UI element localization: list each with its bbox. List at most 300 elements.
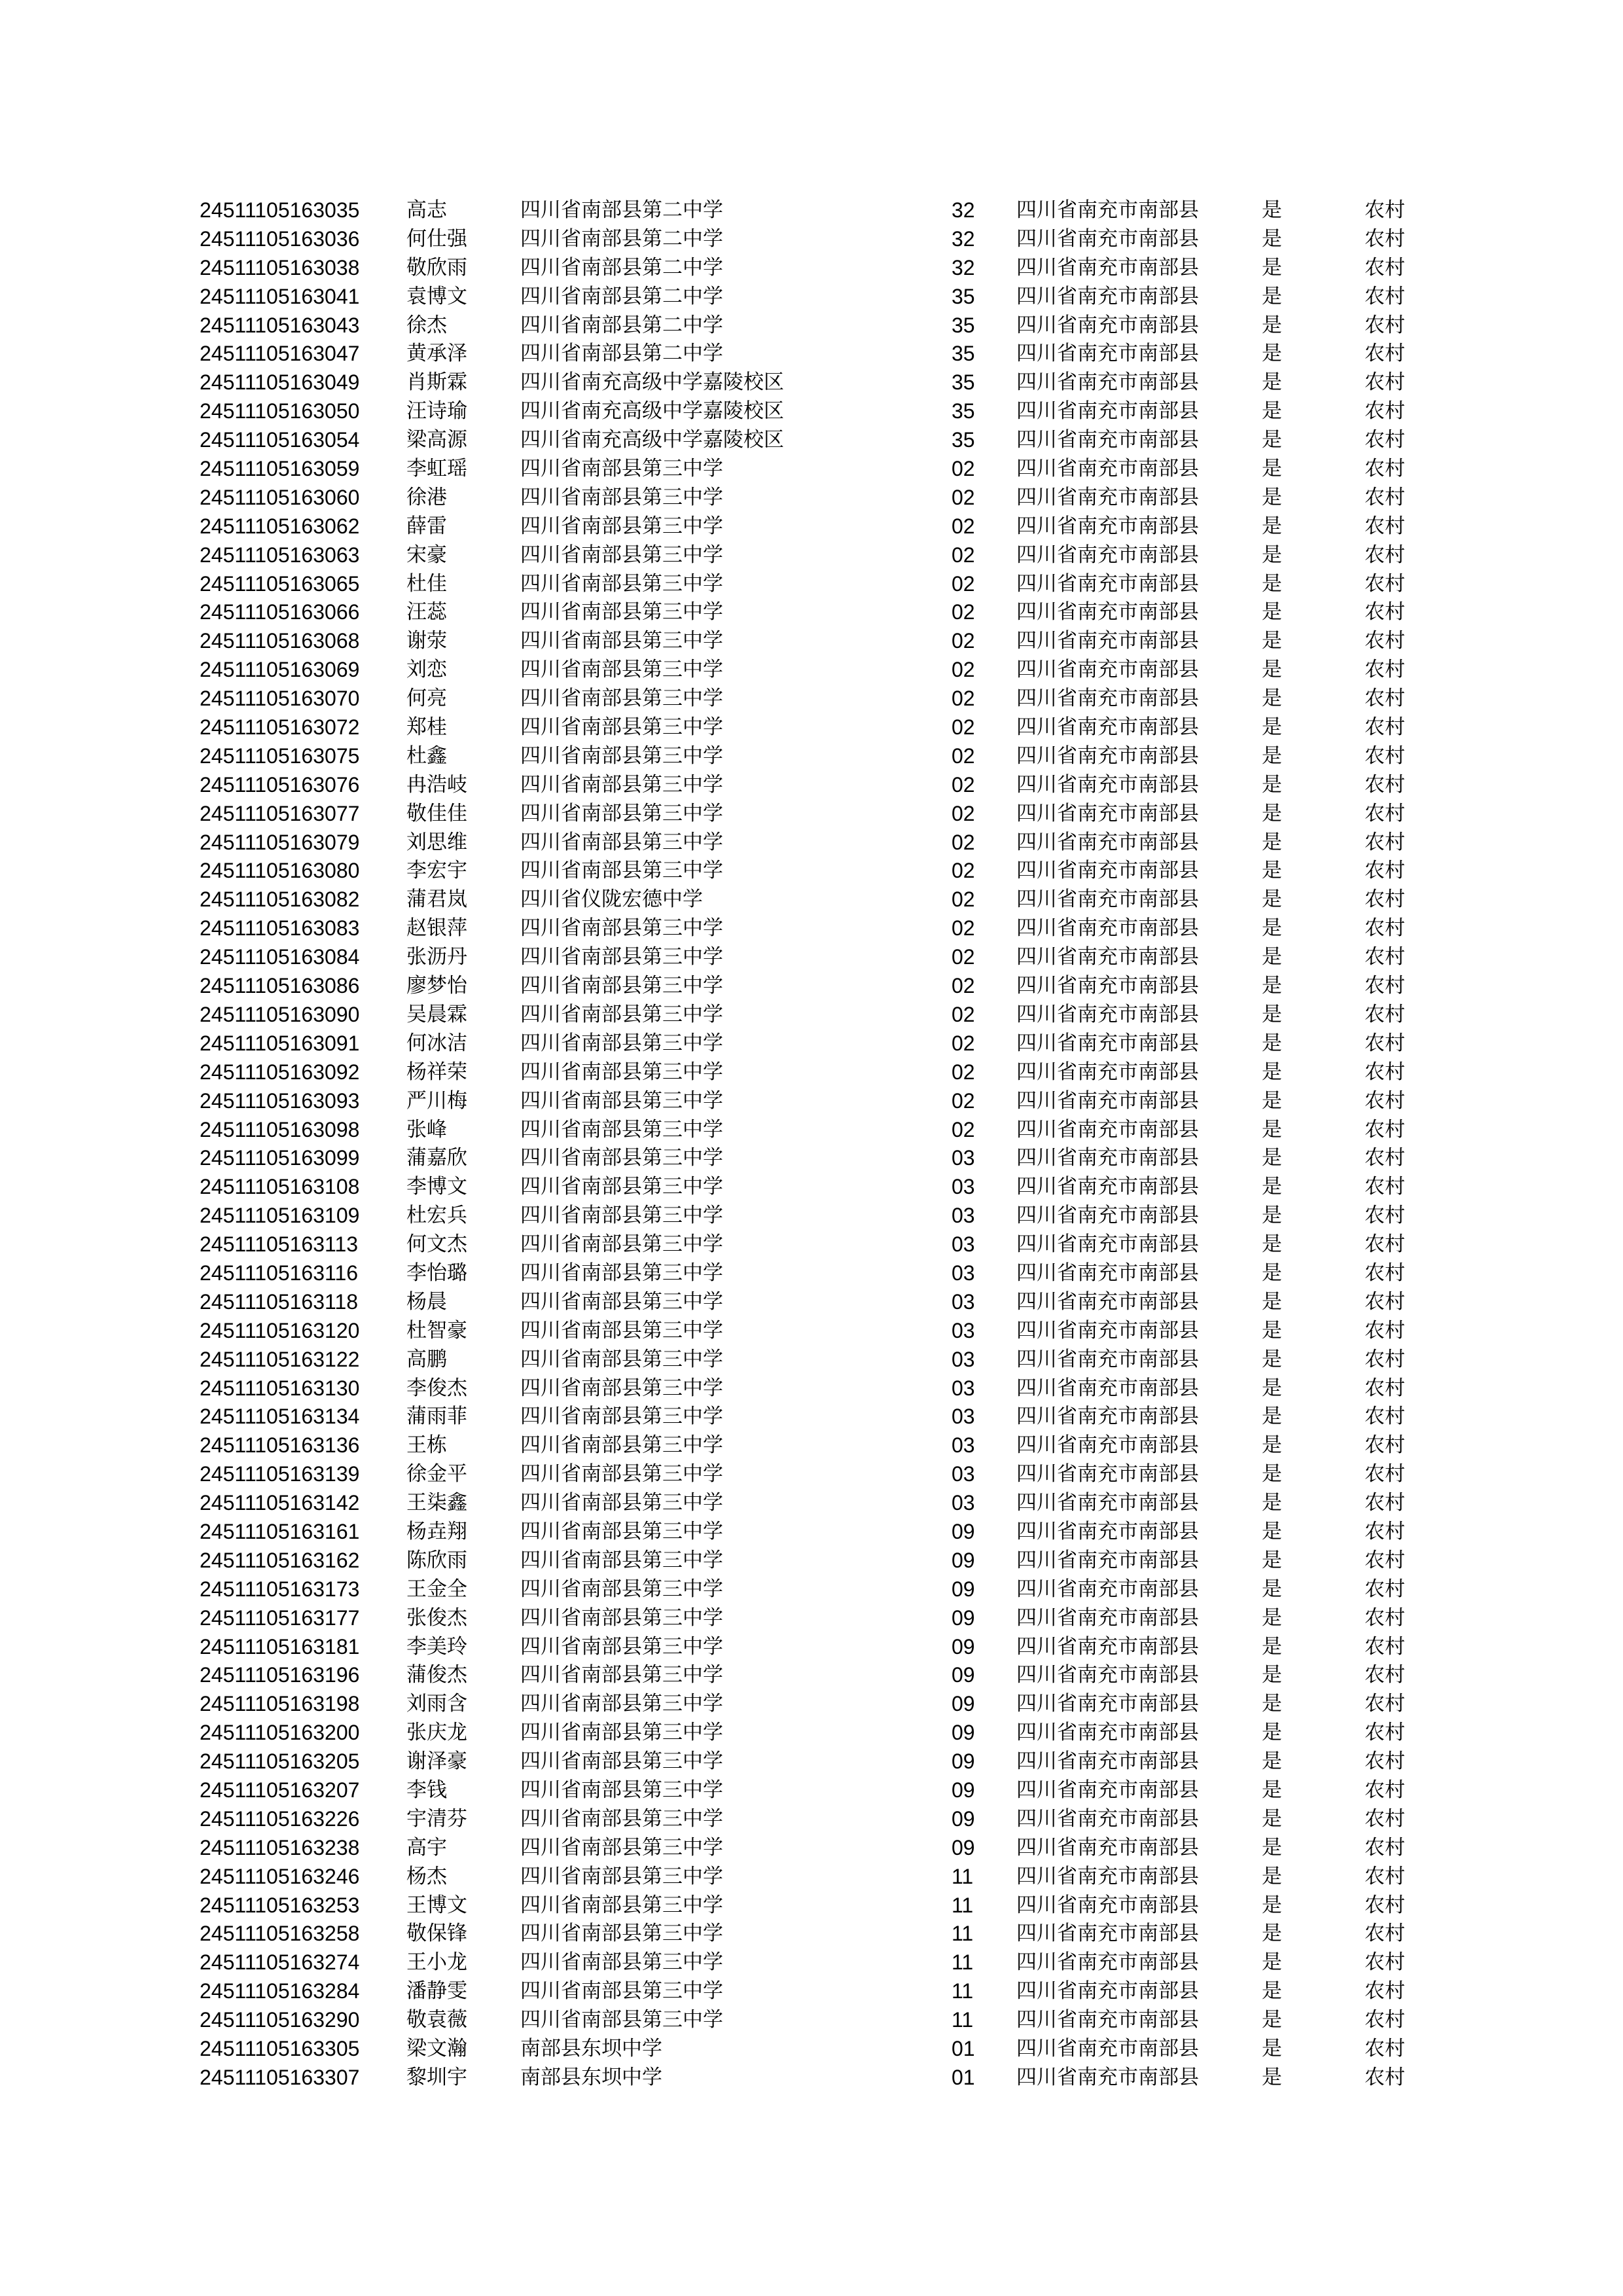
school-cell: 四川省南部县第三中学 (520, 514, 723, 538)
school-cell: 四川省南部县第三中学 (520, 1778, 723, 1802)
area-type-cell: 农村 (1364, 1519, 1405, 1543)
eligibility-cell: 是 (1262, 600, 1282, 624)
eligibility-cell: 是 (1262, 1663, 1282, 1687)
school-cell: 四川省南部县第三中学 (520, 600, 723, 624)
area-type-cell: 农村 (1364, 1088, 1405, 1113)
table-row (0, 1489, 1623, 1518)
table-row (0, 455, 1623, 484)
student-id-cell: 24511105163059 (200, 457, 360, 481)
hometown-cell: 四川省南充市南部县 (1016, 428, 1199, 452)
table-row (0, 886, 1623, 914)
class-code-cell: 03 (952, 1204, 975, 1228)
school-cell: 四川省南部县第三中学 (520, 1922, 723, 1946)
area-type-cell: 农村 (1364, 1806, 1405, 1831)
eligibility-cell: 是 (1262, 2065, 1282, 2089)
eligibility-cell: 是 (1262, 2008, 1282, 2032)
student-name-cell: 冉浩岐 (406, 772, 467, 797)
class-code-cell: 03 (952, 1491, 975, 1515)
eligibility-cell: 是 (1262, 974, 1282, 998)
student-id-cell: 24511105163173 (200, 1577, 360, 1601)
eligibility-cell: 是 (1262, 1950, 1282, 1975)
student-id-cell: 24511105163065 (200, 571, 360, 596)
student-name-cell: 王栋 (406, 1433, 447, 1458)
table-row (0, 484, 1623, 512)
school-cell: 四川省南部县第三中学 (520, 1405, 723, 1429)
class-code-cell: 32 (952, 226, 975, 251)
eligibility-cell: 是 (1262, 1721, 1282, 1745)
area-type-cell: 农村 (1364, 1548, 1405, 1572)
student-name-cell: 刘雨含 (406, 1692, 467, 1716)
student-id-cell: 24511105163063 (200, 543, 360, 567)
hometown-cell: 四川省南充市南部县 (1016, 1835, 1199, 1859)
area-type-cell: 农村 (1364, 1002, 1405, 1026)
school-cell: 四川省南部县第三中学 (520, 772, 723, 797)
school-cell: 四川省南部县第三中学 (520, 1749, 723, 1774)
class-code-cell: 03 (952, 1462, 975, 1486)
student-name-cell: 何亮 (406, 687, 447, 711)
area-type-cell: 农村 (1364, 888, 1405, 912)
student-name-cell: 杨祥荣 (406, 1060, 467, 1084)
student-id-cell: 24511105163080 (200, 859, 360, 883)
student-id-cell: 24511105163196 (200, 1663, 360, 1687)
eligibility-cell: 是 (1262, 1002, 1282, 1026)
student-id-cell: 24511105163253 (200, 1893, 360, 1917)
student-id-cell: 24511105163060 (200, 485, 360, 509)
student-name-cell: 梁文瀚 (406, 2037, 467, 2060)
school-cell: 四川省南部县第三中学 (520, 1663, 723, 1687)
eligibility-cell: 是 (1262, 1548, 1282, 1572)
eligibility-cell: 是 (1262, 1979, 1282, 2003)
eligibility-cell: 是 (1262, 1605, 1282, 1630)
table-row (0, 283, 1623, 312)
student-name-cell: 杨垚翔 (406, 1519, 467, 1543)
eligibility-cell: 是 (1262, 1376, 1282, 1400)
hometown-cell: 四川省南充市南部县 (1016, 2037, 1199, 2060)
school-cell: 四川省南部县第三中学 (520, 571, 723, 596)
table-row (0, 1690, 1623, 1719)
student-id-cell: 24511105163258 (200, 1922, 360, 1946)
table-row (0, 656, 1623, 685)
student-name-cell: 刘恋 (406, 658, 447, 682)
hometown-cell: 四川省南充市南部县 (1016, 1347, 1199, 1371)
class-code-cell: 03 (952, 1376, 975, 1400)
student-id-cell: 24511105163092 (200, 1060, 360, 1084)
hometown-cell: 四川省南充市南部县 (1016, 945, 1199, 969)
eligibility-cell: 是 (1262, 1433, 1282, 1458)
student-id-cell: 24511105163043 (200, 313, 360, 337)
area-type-cell: 农村 (1364, 1405, 1405, 1429)
area-type-cell: 农村 (1364, 226, 1405, 251)
student-name-cell: 李美玲 (406, 1634, 467, 1659)
hometown-cell: 四川省南充市南部县 (1016, 2065, 1199, 2089)
hometown-cell: 四川省南充市南部县 (1016, 1663, 1199, 1687)
school-cell: 四川省南部县第三中学 (520, 715, 723, 740)
school-cell: 四川省南部县第三中学 (520, 629, 723, 653)
table-row (0, 1116, 1623, 1145)
eligibility-cell: 是 (1262, 370, 1282, 395)
hometown-cell: 四川省南充市南部县 (1016, 543, 1199, 567)
student-id-cell: 24511105163050 (200, 399, 360, 423)
class-code-cell: 02 (952, 457, 975, 481)
hometown-cell: 四川省南充市南部县 (1016, 1491, 1199, 1515)
eligibility-cell: 是 (1262, 1060, 1282, 1084)
hometown-cell: 四川省南充市南部县 (1016, 1721, 1199, 1745)
school-cell: 四川省南部县第三中学 (520, 1002, 723, 1026)
hometown-cell: 四川省南充市南部县 (1016, 1060, 1199, 1084)
table-row (0, 1230, 1623, 1259)
school-cell: 四川省南部县第三中学 (520, 1175, 723, 1199)
class-code-cell: 09 (952, 1835, 975, 1859)
hometown-cell: 四川省南充市南部县 (1016, 888, 1199, 912)
school-cell: 四川省南部县第三中学 (520, 1864, 723, 1888)
area-type-cell: 农村 (1364, 2037, 1405, 2060)
area-type-cell: 农村 (1364, 1922, 1405, 1946)
hometown-cell: 四川省南充市南部县 (1016, 1433, 1199, 1458)
table-row (0, 800, 1623, 829)
school-cell: 四川省南部县第三中学 (520, 1491, 723, 1515)
school-cell: 四川省南部县第三中学 (520, 916, 723, 941)
eligibility-cell: 是 (1262, 744, 1282, 768)
student-name-cell: 潘静雯 (406, 1979, 467, 2003)
hometown-cell: 四川省南充市南部县 (1016, 226, 1199, 251)
class-code-cell: 02 (952, 629, 975, 653)
school-cell: 四川省南部县第三中学 (520, 945, 723, 969)
school-cell: 四川省南部县第三中学 (520, 1605, 723, 1630)
school-cell: 四川省南部县第二中学 (520, 342, 723, 366)
student-roster-table (0, 196, 1623, 2092)
hometown-cell: 四川省南充市南部县 (1016, 1318, 1199, 1342)
hometown-cell: 四川省南充市南部县 (1016, 1692, 1199, 1716)
area-type-cell: 农村 (1364, 1577, 1405, 1601)
student-name-cell: 李钱 (406, 1778, 447, 1802)
area-type-cell: 农村 (1364, 1979, 1405, 2003)
student-name-cell: 李俊杰 (406, 1376, 467, 1400)
area-type-cell: 农村 (1364, 859, 1405, 883)
hometown-cell: 四川省南充市南部县 (1016, 801, 1199, 825)
student-name-cell: 汪蕊 (406, 600, 447, 624)
table-row (0, 1518, 1623, 1547)
school-cell: 四川省南部县第三中学 (520, 658, 723, 682)
school-cell: 四川省南部县第三中学 (520, 1634, 723, 1659)
class-code-cell: 11 (952, 1864, 974, 1888)
school-cell: 四川省南部县第三中学 (520, 1950, 723, 1975)
student-name-cell: 廖梦怡 (406, 974, 467, 998)
class-code-cell: 09 (952, 1749, 975, 1774)
hometown-cell: 四川省南充市南部县 (1016, 687, 1199, 711)
student-name-cell: 黄承泽 (406, 342, 467, 366)
student-id-cell: 24511105163307 (200, 2065, 360, 2089)
area-type-cell: 农村 (1364, 2065, 1405, 2089)
hometown-cell: 四川省南充市南部县 (1016, 1778, 1199, 1802)
table-row (0, 1863, 1623, 1892)
student-name-cell: 蒲嘉欣 (406, 1146, 467, 1170)
hometown-cell: 四川省南充市南部县 (1016, 1577, 1199, 1601)
eligibility-cell: 是 (1262, 772, 1282, 797)
student-name-cell: 何冰洁 (406, 1031, 467, 1055)
hometown-cell: 四川省南充市南部县 (1016, 342, 1199, 366)
eligibility-cell: 是 (1262, 543, 1282, 567)
school-cell: 四川省南部县第三中学 (520, 974, 723, 998)
student-id-cell: 24511105163047 (200, 342, 360, 366)
table-row (0, 2064, 1623, 2092)
area-type-cell: 农村 (1364, 543, 1405, 567)
student-id-cell: 24511105163049 (200, 370, 360, 395)
class-code-cell: 02 (952, 744, 975, 768)
student-name-cell: 何仕强 (406, 226, 467, 251)
table-row (0, 1317, 1623, 1346)
eligibility-cell: 是 (1262, 1778, 1282, 1802)
table-row (0, 713, 1623, 742)
table-row (0, 1030, 1623, 1058)
table-row (0, 1661, 1623, 1690)
class-code-cell: 32 (952, 198, 975, 222)
school-cell: 南部县东坝中学 (520, 2065, 662, 2089)
area-type-cell: 农村 (1364, 658, 1405, 682)
student-id-cell: 24511105163284 (200, 1979, 360, 2003)
table-row (0, 1058, 1623, 1087)
school-cell: 四川省南部县第三中学 (520, 1347, 723, 1371)
table-row (0, 2035, 1623, 2064)
school-cell: 四川省南部县第三中学 (520, 1692, 723, 1716)
student-id-cell: 24511105163072 (200, 715, 360, 740)
eligibility-cell: 是 (1262, 687, 1282, 711)
school-cell: 四川省南部县第二中学 (520, 313, 723, 337)
eligibility-cell: 是 (1262, 1835, 1282, 1859)
student-id-cell: 24511105163086 (200, 974, 360, 998)
eligibility-cell: 是 (1262, 485, 1282, 509)
student-id-cell: 24511105163177 (200, 1605, 360, 1630)
school-cell: 四川省南部县第三中学 (520, 1031, 723, 1055)
student-name-cell: 李博文 (406, 1175, 467, 1199)
student-name-cell: 赵银萍 (406, 916, 467, 941)
school-cell: 南部县东坝中学 (520, 2037, 662, 2060)
eligibility-cell: 是 (1262, 1893, 1282, 1917)
class-code-cell: 09 (952, 1634, 975, 1659)
school-cell: 四川省南部县第三中学 (520, 1376, 723, 1400)
student-id-cell: 24511105163205 (200, 1749, 360, 1774)
area-type-cell: 农村 (1364, 255, 1405, 279)
student-name-cell: 肖斯霖 (406, 370, 467, 395)
area-type-cell: 农村 (1364, 916, 1405, 941)
student-name-cell: 张峰 (406, 1117, 447, 1141)
eligibility-cell: 是 (1262, 1261, 1282, 1285)
student-id-cell: 24511105163075 (200, 744, 360, 768)
student-name-cell: 郑桂 (406, 715, 447, 740)
hometown-cell: 四川省南充市南部县 (1016, 1088, 1199, 1113)
student-name-cell: 刘思维 (406, 830, 467, 854)
school-cell: 四川省南部县第二中学 (520, 226, 723, 251)
class-code-cell: 02 (952, 1002, 975, 1026)
school-cell: 四川省南部县第三中学 (520, 859, 723, 883)
student-id-cell: 24511105163090 (200, 1002, 360, 1026)
table-row (0, 1920, 1623, 1948)
student-name-cell: 张沥丹 (406, 945, 467, 969)
area-type-cell: 农村 (1364, 1261, 1405, 1285)
area-type-cell: 农村 (1364, 457, 1405, 481)
student-name-cell: 宇清芬 (406, 1806, 467, 1831)
student-id-cell: 24511105163142 (200, 1491, 360, 1515)
area-type-cell: 农村 (1364, 485, 1405, 509)
class-code-cell: 02 (952, 1031, 975, 1055)
school-cell: 四川省南充高级中学嘉陵校区 (520, 428, 784, 452)
student-id-cell: 24511105163068 (200, 629, 360, 653)
school-cell: 四川省南部县第三中学 (520, 1893, 723, 1917)
eligibility-cell: 是 (1262, 629, 1282, 653)
class-code-cell: 11 (952, 1979, 974, 2003)
area-type-cell: 农村 (1364, 1605, 1405, 1630)
eligibility-cell: 是 (1262, 1232, 1282, 1257)
area-type-cell: 农村 (1364, 772, 1405, 797)
area-type-cell: 农村 (1364, 1462, 1405, 1486)
hometown-cell: 四川省南充市南部县 (1016, 1031, 1199, 1055)
student-id-cell: 24511105163035 (200, 198, 360, 222)
area-type-cell: 农村 (1364, 1778, 1405, 1802)
area-type-cell: 农村 (1364, 428, 1405, 452)
class-code-cell: 09 (952, 1806, 975, 1831)
school-cell: 四川省南部县第三中学 (520, 1232, 723, 1257)
school-cell: 四川省南部县第三中学 (520, 1835, 723, 1859)
table-row (0, 225, 1623, 254)
school-cell: 四川省南部县第三中学 (520, 1318, 723, 1342)
eligibility-cell: 是 (1262, 255, 1282, 279)
table-row (0, 1374, 1623, 1403)
hometown-cell: 四川省南充市南部县 (1016, 830, 1199, 854)
area-type-cell: 农村 (1364, 1950, 1405, 1975)
class-code-cell: 09 (952, 1548, 975, 1572)
class-code-cell: 02 (952, 974, 975, 998)
class-code-cell: 09 (952, 1577, 975, 1601)
student-name-cell: 敬袁薇 (406, 2008, 467, 2032)
student-id-cell: 24511105163093 (200, 1088, 360, 1113)
hometown-cell: 四川省南充市南部县 (1016, 772, 1199, 797)
table-row (0, 685, 1623, 713)
student-id-cell: 24511105163109 (200, 1204, 360, 1228)
student-id-cell: 24511105163134 (200, 1405, 360, 1429)
student-id-cell: 24511105163246 (200, 1864, 360, 1888)
area-type-cell: 农村 (1364, 370, 1405, 395)
table-row (0, 368, 1623, 397)
school-cell: 四川省南部县第二中学 (520, 284, 723, 308)
area-type-cell: 农村 (1364, 1289, 1405, 1314)
class-code-cell: 03 (952, 1146, 975, 1170)
table-row (0, 627, 1623, 656)
eligibility-cell: 是 (1262, 1204, 1282, 1228)
class-code-cell: 02 (952, 772, 975, 797)
table-row (0, 1604, 1623, 1633)
student-id-cell: 24511105163136 (200, 1433, 360, 1458)
student-name-cell: 谢荥 (406, 629, 447, 653)
hometown-cell: 四川省南充市南部县 (1016, 1289, 1199, 1314)
eligibility-cell: 是 (1262, 1088, 1282, 1113)
school-cell: 四川省南部县第三中学 (520, 1117, 723, 1141)
student-name-cell: 敬佳佳 (406, 801, 467, 825)
table-row (0, 1460, 1623, 1489)
hometown-cell: 四川省南充市南部县 (1016, 284, 1199, 308)
student-id-cell: 24511105163036 (200, 226, 360, 251)
hometown-cell: 四川省南充市南部县 (1016, 974, 1199, 998)
school-cell: 四川省南部县第二中学 (520, 198, 723, 222)
area-type-cell: 农村 (1364, 974, 1405, 998)
hometown-cell: 四川省南充市南部县 (1016, 399, 1199, 423)
hometown-cell: 四川省南充市南部县 (1016, 1950, 1199, 1975)
school-cell: 四川省南部县第三中学 (520, 830, 723, 854)
student-id-cell: 24511105163207 (200, 1778, 360, 1802)
table-row (0, 1977, 1623, 2006)
hometown-cell: 四川省南充市南部县 (1016, 600, 1199, 624)
class-code-cell: 02 (952, 801, 975, 825)
table-row (0, 1719, 1623, 1748)
area-type-cell: 农村 (1364, 687, 1405, 711)
class-code-cell: 03 (952, 1318, 975, 1342)
class-code-cell: 02 (952, 888, 975, 912)
student-name-cell: 吴晨霖 (406, 1002, 467, 1026)
eligibility-cell: 是 (1262, 2037, 1282, 2060)
student-name-cell: 梁高源 (406, 428, 467, 452)
student-id-cell: 24511105163305 (200, 2037, 360, 2060)
area-type-cell: 农村 (1364, 399, 1405, 423)
class-code-cell: 02 (952, 916, 975, 941)
school-cell: 四川省南部县第三中学 (520, 1060, 723, 1084)
student-name-cell: 徐港 (406, 485, 447, 509)
student-name-cell: 敬保锋 (406, 1922, 467, 1946)
eligibility-cell: 是 (1262, 658, 1282, 682)
student-id-cell: 24511105163226 (200, 1806, 360, 1831)
area-type-cell: 农村 (1364, 1634, 1405, 1659)
table-row (0, 254, 1623, 283)
table-row (0, 196, 1623, 225)
area-type-cell: 农村 (1364, 1893, 1405, 1917)
student-name-cell: 徐杰 (406, 313, 447, 337)
student-name-cell: 杜智豪 (406, 1318, 467, 1342)
eligibility-cell: 是 (1262, 1462, 1282, 1486)
student-name-cell: 薛雷 (406, 514, 447, 538)
area-type-cell: 农村 (1364, 600, 1405, 624)
table-row (0, 943, 1623, 972)
class-code-cell: 02 (952, 1088, 975, 1113)
table-row (0, 1834, 1623, 1863)
class-code-cell: 09 (952, 1663, 975, 1687)
eligibility-cell: 是 (1262, 1031, 1282, 1055)
student-name-cell: 张庆龙 (406, 1721, 467, 1745)
eligibility-cell: 是 (1262, 1175, 1282, 1199)
class-code-cell: 03 (952, 1405, 975, 1429)
student-name-cell: 高宇 (406, 1835, 447, 1859)
student-name-cell: 李怡璐 (406, 1261, 467, 1285)
eligibility-cell: 是 (1262, 1577, 1282, 1601)
hometown-cell: 四川省南充市南部县 (1016, 1548, 1199, 1572)
student-name-cell: 杨杰 (406, 1864, 447, 1888)
student-name-cell: 王小龙 (406, 1950, 467, 1975)
area-type-cell: 农村 (1364, 1232, 1405, 1257)
eligibility-cell: 是 (1262, 342, 1282, 366)
class-code-cell: 02 (952, 658, 975, 682)
table-row (0, 771, 1623, 800)
table-row (0, 312, 1623, 340)
area-type-cell: 农村 (1364, 1721, 1405, 1745)
class-code-cell: 09 (952, 1605, 975, 1630)
class-code-cell: 35 (952, 399, 975, 423)
hometown-cell: 四川省南充市南部县 (1016, 1749, 1199, 1774)
hometown-cell: 四川省南充市南部县 (1016, 1893, 1199, 1917)
table-row (0, 1776, 1623, 1805)
class-code-cell: 02 (952, 859, 975, 883)
hometown-cell: 四川省南充市南部县 (1016, 744, 1199, 768)
eligibility-cell: 是 (1262, 514, 1282, 538)
class-code-cell: 03 (952, 1433, 975, 1458)
student-id-cell: 24511105163054 (200, 428, 360, 452)
eligibility-cell: 是 (1262, 888, 1282, 912)
school-cell: 四川省南部县第三中学 (520, 1577, 723, 1601)
